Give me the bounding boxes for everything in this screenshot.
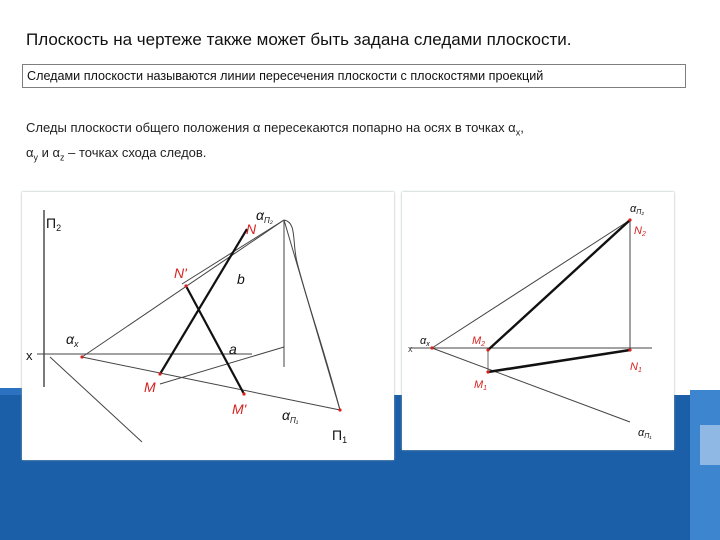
left-diagram-panel	[22, 192, 394, 460]
label-x-axis: x	[26, 348, 33, 363]
label-m: M	[144, 379, 156, 395]
trace-pi1-line	[82, 357, 340, 410]
definition-box	[22, 64, 686, 88]
point-alpha-x	[430, 346, 433, 349]
decorative-band-right-light	[700, 425, 720, 465]
label-alpha-x: $\alpha_x$	[66, 331, 79, 349]
label-n-prime: N'	[174, 265, 187, 281]
point-m-prime	[242, 392, 245, 395]
para-line1: Следы плоскости общего положения α пересекаются попарно на осях в точках α	[26, 120, 516, 135]
right-diagram-svg	[402, 192, 674, 450]
label-n1: N1	[630, 361, 642, 374]
para-sub-y: y	[33, 152, 39, 163]
label-a: a	[229, 341, 237, 357]
label-alpha-x: αx	[420, 335, 430, 348]
point-n-prime	[184, 284, 187, 287]
label-m2: M2	[472, 335, 486, 348]
line-m2n2-bold	[488, 220, 630, 350]
label-m1: M1	[474, 379, 488, 392]
para-and-alpha: и α	[38, 144, 61, 160]
slide-title: Плоскость на чертеже также может быть задана следами плоскости.	[26, 30, 572, 49]
para-alpha-y: α	[26, 144, 34, 160]
explanation-paragraph	[26, 118, 686, 167]
trace-pi1-line	[432, 348, 630, 422]
label-alpha-p2: αП₂	[630, 203, 645, 216]
lower-oblique-line	[50, 357, 142, 442]
para-line2-end: – точках схода следов.	[64, 144, 207, 160]
label-alpha-p1: αП₁	[638, 427, 652, 440]
line-m1n1-bold	[488, 350, 630, 372]
line-nm-prime-bold	[186, 286, 244, 394]
label-n2: N2	[634, 225, 646, 238]
para-sub-z: z	[60, 152, 65, 163]
label-n: N	[246, 221, 257, 237]
left-diagram-svg	[22, 192, 394, 460]
label-alpha-p1: $\alpha_{П_1}$	[282, 407, 299, 425]
para-sub-x: x	[515, 127, 521, 138]
label-x-axis: x	[408, 344, 413, 354]
para-comma: ,	[520, 120, 524, 135]
label-b: b	[237, 271, 245, 287]
point-m1	[486, 370, 489, 373]
label-m-prime: M'	[232, 401, 247, 417]
trace-pi2-line	[432, 220, 630, 348]
right-diagram-panel	[402, 192, 674, 450]
decorative-band-right	[690, 390, 720, 540]
point-m	[158, 372, 161, 375]
label-alpha-p2: $\alpha_{П_2}$	[256, 207, 273, 225]
point-m2	[486, 348, 489, 351]
point-n2	[628, 218, 631, 221]
label-pi2: $П_2$	[46, 215, 62, 233]
point-alpha-x	[80, 355, 83, 358]
label-pi1: $П_1$	[332, 427, 348, 445]
point-n1	[628, 348, 631, 351]
definition-text: Следами плоскости называются линии пересечения плоскости с плоскостями проекций	[27, 69, 544, 83]
point-pi1-corner	[338, 408, 341, 411]
